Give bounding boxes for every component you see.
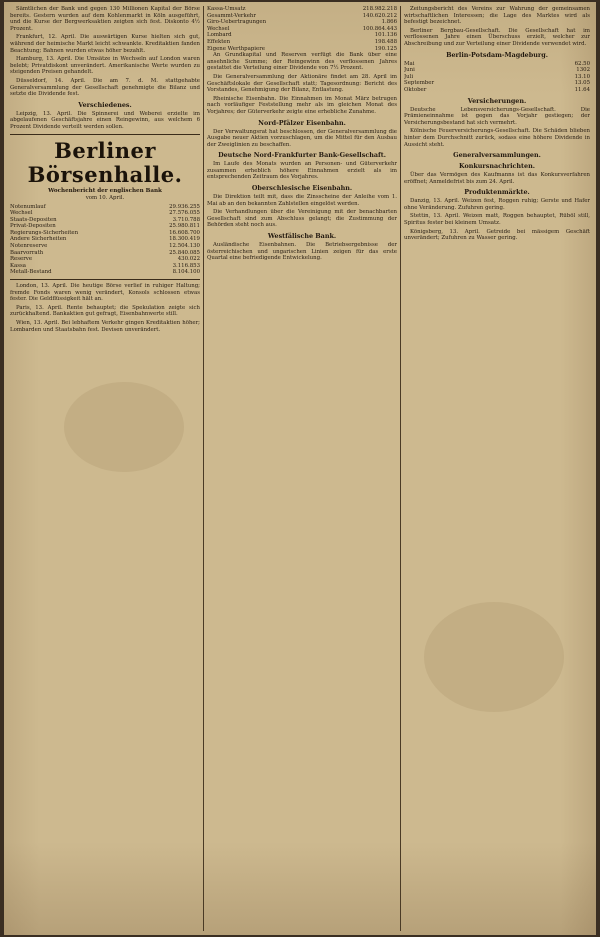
section-heading: Oberschlesische Eisenbahn. — [251, 184, 353, 193]
row-value: 13.05 — [574, 80, 590, 87]
article-paragraph: Königsberg, 13. April. Getreide bei mässigem Geschäft unverändert; Zufuhren zu Wasser gering. — [404, 228, 590, 242]
section-heading: Produktenmärkte. — [464, 188, 530, 197]
row-label: Metall-Bestand — [10, 269, 52, 276]
table-row — [10, 223, 200, 230]
row-label: Andere Sicherheiten — [10, 236, 67, 243]
table-row — [404, 61, 590, 68]
row-value: 29.936.255 — [169, 203, 200, 210]
article-paragraph: Die Verhandlungen über die Vereinigung mit der benachbarten Gesellschaft sind zum Abschluss gelangt; die Zustimmung der Behörden steht noch aus. — [207, 209, 397, 229]
article-paragraph: Leipzig, 13. April. Die Spinnerei und Weberei erzielte im abgelaufenen Geschäftsjahre einen Reingewinn, aus welchem 6 Prozent Dividende verteilt werden sollen. — [10, 110, 200, 130]
table-row — [404, 74, 590, 81]
article-paragraph: Im Laufe des Monats wurden an Personen- und Güterverkehr zusammen erheblich höhere Einnahmen erzielt als im entsprechenden Zeitraum des Vorjahres. — [207, 161, 397, 181]
column-rule — [400, 6, 401, 931]
row-label: Staats-Depositen — [10, 216, 57, 223]
row-value: 218.982.218 — [362, 6, 397, 12]
article-paragraph: Frankfurt, 12. April. Die auswärtigen Kurse hielten sich gut, während der heimische Markt leicht schwankte. Kreditaktien fanden Beachtung; Bahnen wurden etwas höher bezahlt. — [10, 34, 200, 54]
table-row — [207, 6, 397, 13]
row-label: Regierungs-Sicherheiten — [10, 229, 79, 236]
row-value: 3.116.853 — [172, 262, 200, 269]
article-paragraph: Deutsche Lebensversicherungs-Gesellschaft. Die Prämieneinnahme ist gegen das Vorjahr gestiegen; der Versicherungsbestand hat sich vermehrt. — [404, 106, 590, 126]
column-3 — [404, 6, 590, 931]
section-heading: Versicherungen. — [467, 96, 527, 105]
table-row — [10, 210, 200, 217]
row-value: 12.504.130 — [169, 243, 200, 250]
table-row — [10, 256, 200, 263]
article-paragraph: Paris, 13. April. Rente behauptet; die Spekulation zeigte sich zurückhaltend. Bankaktien gut gefragt, Eisenbahnwerte still. — [10, 304, 200, 318]
table-row — [10, 230, 200, 237]
row-label: Gesammt-Verkehr — [207, 12, 256, 19]
article-paragraph: Kölnische Feuerversicherungs-Gesellschaft. Die Schäden blieben hinter dem Durchschnitt zurück, sodass eine höhere Dividende in Aussicht steht. — [404, 128, 590, 148]
section-heading: Konkursnachrichten. — [459, 162, 535, 171]
row-label: Notenumlauf — [10, 203, 46, 210]
row-value: 100.864.443 — [362, 25, 397, 32]
row-value: 198.488 — [374, 38, 397, 45]
article-paragraph: Hamburg, 13. April. Die Umsätze in Wechseln auf London waren belebt; Privatdiskont unverändert. Amerikanische Werte wurden zu steigenden Preisen gehandelt. — [10, 56, 200, 76]
column-2 — [207, 6, 397, 931]
column-1 — [10, 6, 200, 931]
section-heading: Generalversammlungen. — [453, 151, 541, 160]
row-value: 62.50 — [574, 60, 590, 67]
row-label: Baarvorrath — [10, 249, 44, 256]
article-paragraph: Stettin, 13. April. Weizen matt, Roggen behauptet, Rüböl still, Spiritus fester bei kleinem Umsatz. — [404, 213, 590, 227]
article-paragraph: Rheinische Eisenbahn. Die Einnahmen im Monat März betrugen nach vorläufiger Feststellung mehr als im gleichen Monat des Vorjahres; der Güterverkehr zeigte eine erhebliche Zunahme. — [207, 95, 397, 115]
column-rule — [203, 6, 204, 931]
row-label: Notenreserve — [10, 243, 48, 250]
section-heading: Berlin-Potsdam-Magdeburg. — [446, 50, 548, 59]
row-label: Wechsel — [10, 210, 33, 217]
row-value: 190.125 — [374, 45, 397, 52]
section-heading: Westfälische Bank. — [267, 232, 337, 241]
row-label: Effekten — [207, 38, 231, 45]
divider — [10, 134, 200, 135]
article-paragraph: Danzig, 13. April. Weizen fest, Roggen ruhig; Gerste und Hafer ohne Veränderung. Zufuhren gering. — [404, 198, 590, 211]
row-value: 101.136 — [374, 32, 397, 39]
row-label: Lombard — [207, 32, 232, 39]
row-value: 1.866 — [381, 19, 397, 26]
row-value: 25.840.085 — [169, 249, 200, 256]
row-value: 430.022 — [177, 256, 200, 263]
table-row — [10, 269, 200, 276]
article-paragraph: Düsseldorf, 14. April. Die am 7. d. M. stattgehabte Generalversammlung der Gesellschaft genehmigte die Bilanz und setzte die Dividende fest. — [10, 77, 200, 98]
article-paragraph: Ausländische Eisenbahnen. Die Betriebsergebnisse der österreichischen und ungarischen Linien zeigen für das erste Quartal eine befriedigende Entwickelung. — [207, 242, 397, 262]
masthead-subtitle: Wochenbericht der englischen Bank — [48, 187, 162, 194]
row-label: Oktober — [404, 86, 427, 93]
table-row — [404, 87, 590, 94]
row-label: Reserve — [10, 256, 33, 263]
newspaper-page — [4, 2, 596, 935]
row-value: 18.300.419 — [169, 236, 200, 243]
table-row — [207, 19, 397, 26]
row-label: Mai — [404, 60, 415, 67]
row-value: 140.620.212 — [362, 12, 397, 19]
table-row — [10, 217, 200, 224]
table-row — [10, 263, 200, 270]
row-value: 11.64 — [574, 86, 590, 93]
table-row — [10, 204, 200, 211]
row-value: 8.104.100 — [172, 269, 200, 276]
row-label: September — [404, 80, 435, 87]
row-label: Kassa — [10, 262, 26, 269]
table-row — [10, 243, 200, 250]
price-table — [404, 61, 590, 94]
row-value: 27.576.055 — [169, 210, 200, 217]
section-heading: Deutsche Nord-Frankfurter Bank-Gesellschaft. — [218, 151, 386, 160]
row-value: 16.608.700 — [169, 229, 200, 236]
row-value: 3.710.788 — [172, 216, 200, 223]
article-paragraph: Sämtlichen der Bank und gegen 130 Millionen Kapital der Börse bereits. Gestern wurden auf dem Kohlenmarkt in Köln ausgeführt, und die Kurse der Bergwerksaktien zeigten sich fest. Diskonto 4½ Prozent. — [10, 6, 200, 32]
masthead-title: Berliner Börsenhalle. — [27, 137, 183, 187]
article-paragraph: Über das Vermögen des Kaufmanns ist das Konkursverfahren eröffnet; Anmeldefrist bis zum 24. April. — [404, 172, 590, 185]
article-paragraph: Zeitungsbericht des Vereins zur Wahrung der gemeinsamen wirtschaftlichen Interessen; die Lage des Marktes wird als befestigt bezeichnet. — [404, 6, 590, 26]
table-row — [10, 250, 200, 257]
article-paragraph: Die Generalversammlung der Aktionäre findet am 28. April im Geschäftslokale der Gesellschaft statt; Tagesordnung: Bericht des Vorstandes, Genehmigung der Bilanz, Entlastung. — [207, 73, 397, 94]
article-paragraph: Die Direktion teilt mit, dass die Zinsscheine der Anleihe vom 1. Mai ab an den bekannten Zahlstellen eingelöst werden. — [207, 194, 397, 207]
table-row — [207, 13, 397, 20]
article-paragraph: Der Verwaltungsrat hat beschlossen, der Generalversammlung die Ausgabe neuer Aktien vorzuschlagen, um die Mittel für den Ausbau der Zweiglinien zu beschaffen. — [207, 128, 397, 148]
row-label: Wechsel — [207, 25, 230, 32]
row-label: Kassa-Umsatz — [207, 6, 246, 12]
table-row — [404, 67, 590, 74]
table-row — [207, 39, 397, 46]
masthead-date: vom 10. April. — [85, 194, 125, 201]
article-paragraph: An Grundkapital und Reserven verfügt die Bank über eine ansehnliche Summe; der Reingewinn des verflossenen Jahres gestattet die Verteilung einer Dividende von 7½ Prozent. — [207, 52, 397, 72]
row-label: Giro-Uebertragungen — [207, 19, 267, 26]
row-value: 13.10 — [574, 73, 590, 80]
table-row — [404, 80, 590, 87]
row-label: Juni — [404, 67, 415, 74]
row-label: Privat-Depositen — [10, 223, 56, 230]
section-heading: Verschiedenes. — [78, 100, 132, 109]
table-row — [10, 236, 200, 243]
accounts-table — [207, 6, 397, 52]
article-paragraph: London, 13. April. Die heutige Börse verlief in ruhiger Haltung; fremde Fonds waren wenig verändert, Konsols schlossen etwas fester. Die Geldflüssigkeit hält an. — [10, 283, 200, 303]
row-label: Juli — [404, 73, 414, 80]
table-row — [207, 46, 397, 53]
table-row — [207, 26, 397, 33]
table-row — [207, 32, 397, 39]
bank-table — [10, 204, 200, 277]
row-value: 1302 — [576, 67, 590, 74]
section-heading: Nord-Pfälzer Eisenbahn. — [258, 118, 346, 127]
row-value: 25.980.811 — [169, 223, 200, 230]
divider — [10, 279, 200, 280]
article-paragraph: Wien, 13. April. Bei lebhaftem Verkehr gingen Kreditaktien höher; Lombarden und Staatsbahn fest. Devisen unverändert. — [10, 320, 200, 333]
article-paragraph: Berliner Bergbau-Gesellschaft. Die Gesellschaft hat im verflossenen Jahre einen Überschuss erzielt, welcher zur Abschreibung und zur Verteilung einer Dividende verwendet wird. — [404, 27, 590, 47]
row-label: Eigene Werthpapiere — [207, 45, 265, 52]
